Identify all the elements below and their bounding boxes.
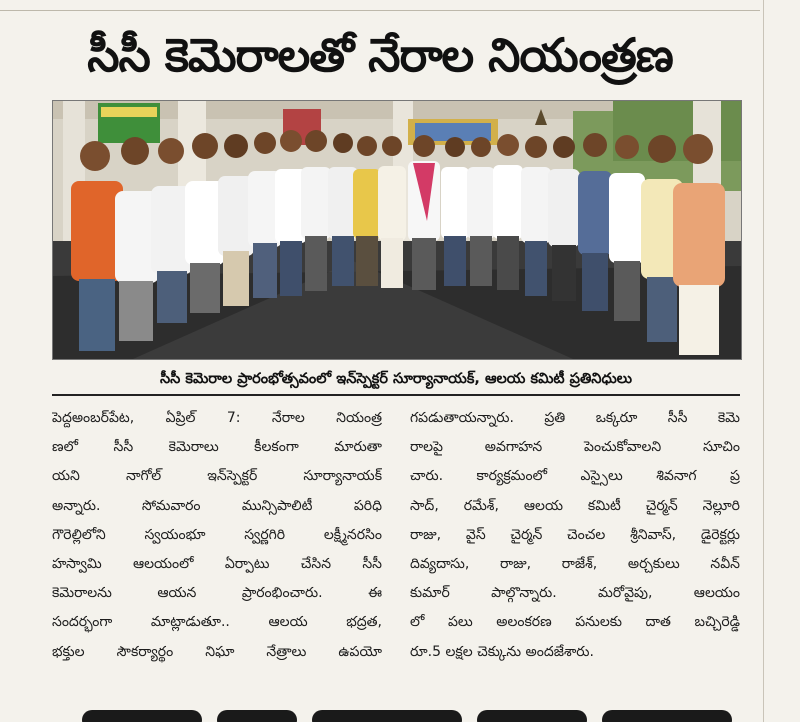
article-line: చారు. కార్యక్రమంలో ఎస్సైలు శివనాగ ప్ర — [410, 468, 740, 485]
article-line: భక్తుల సౌకర్యార్థం నిఘా నేత్రాలు ఉపయో — [52, 643, 382, 660]
article-line: సాద్, రమేశ్, ఆలయ కమిటీ చైర్మన్ నెల్లూరి — [410, 497, 740, 514]
article-line: రూ.5 లక్షల చెక్కును అందజేశారు. — [410, 643, 594, 660]
article-line: కెమెరాలను ఆయన ప్రారంభించారు. ఈ — [52, 585, 382, 602]
news-photo — [52, 100, 742, 360]
article-line: అన్నారు. సోమవారం మున్సిపాలిటీ పరిధి — [52, 497, 382, 514]
article-line: గౌరెల్లిలోని స్వయంభూ స్వర్ణగిరి లక్ష్మీనరసిం — [52, 526, 382, 543]
article-line: హస్వామి ఆలయంలో ఏర్పాటు చేసిన సీసీ — [52, 555, 382, 572]
article-column-right — [410, 404, 740, 667]
next-headline-cutoff — [52, 708, 752, 722]
article-line: యని నాగోల్ ఇన్‌స్పెక్టర్ సూర్యానాయక్ — [52, 468, 382, 485]
article-line: పెద్దఅంబర్‌పేట, ఏప్రిల్ 7: నేరాల నియంత్ర — [52, 410, 382, 426]
article-line: గపడుతాయన్నారు. ప్రతి ఒక్కరూ సీసీ కెమె — [410, 410, 740, 426]
article-line: కుమార్ పాల్గొన్నారు. మరోవైపు, ఆలయం — [410, 585, 740, 602]
adjacent-column-cutoff — [770, 0, 800, 722]
article-line: దివ్యదాసు, రాజు, రాజేశ్, అర్చకులు నవీన్ — [410, 555, 740, 572]
article-line: సందర్భంగా మాట్లాడుతూ.. ఆలయ భద్రత, — [52, 614, 382, 631]
article-column-left — [52, 404, 382, 667]
article-line: రాలపై అవగాహన పెంచుకోవాలని సూచిం — [410, 439, 740, 456]
article-line: లో పలు అలంకరణ పనులకు దాత బచ్చిరెడ్డి — [410, 614, 740, 631]
article-line: ణలో సీసీ కెమెరాలు కీలకంగా మారుతా — [52, 439, 382, 456]
top-cutoff-strip — [0, 0, 760, 11]
photo-caption: సీసీ కెమెరాల ప్రారంభోత్సవంలో ఇన్‌స్పెక్టర్ సూర్యానాయక్, ఆలయ కమిటీ ప్రతినిధులు — [52, 364, 740, 396]
article-line: రాజు, వైస్ చైర్మన్ చెంచల శ్రీనివాస్, డైరెక్టర్లు — [410, 526, 740, 543]
column-divider — [763, 0, 764, 722]
headline: సీసీ కెమెరాలతో నేరాల నియంత్రణ — [87, 28, 673, 82]
